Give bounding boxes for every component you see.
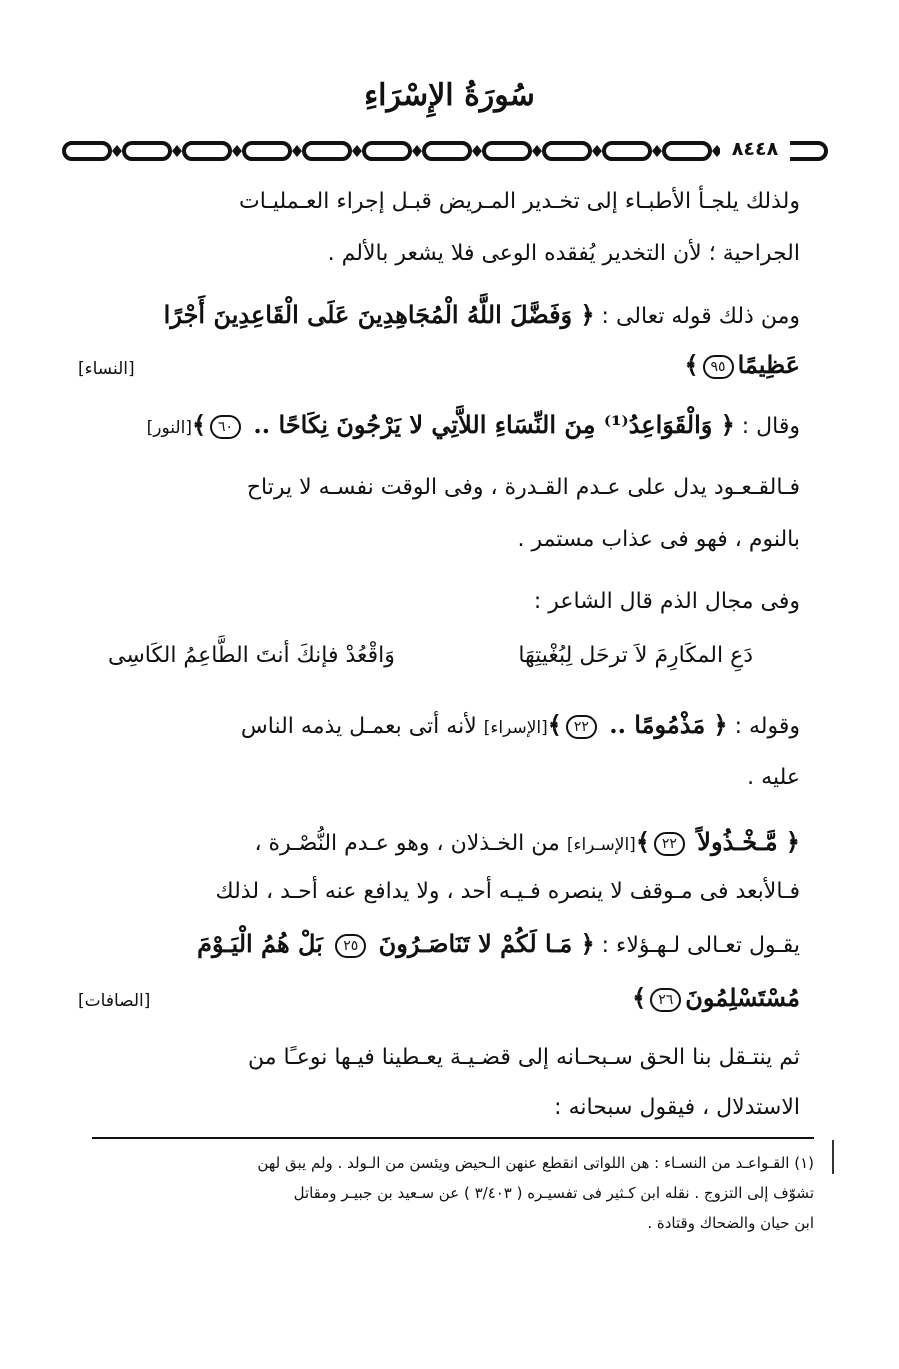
text-line-14 [78,924,800,964]
quran-bracket: ﴾ [191,410,207,439]
quran-text: ﴿ وَفَضَّلَ اللَّهُ الْمُجَاهِدِينَ عَلَى الْقَاعِدِينَ أَجْرًا [163,300,595,329]
surah-title: سُورَةُ الإِسْرَاءِ [364,78,535,113]
quran-bracket: ﴾ [635,827,650,856]
text-line-3 [78,295,800,335]
quran-text: مُسْتَسْلِمُونَ [685,983,800,1012]
margin-mark [832,1140,834,1174]
ornamental-border [60,138,830,164]
verse-hemistich-right: دَعِ المكَارِمَ لاَ ترحَل لِبُغْيتِهَا [518,643,753,668]
reference-text: [الصافات] [78,991,151,1011]
quran-bracket: ﴾ [684,350,699,379]
text-line-12 [78,822,800,862]
intro-text: وقوله : [727,714,800,739]
quran-text: ﴿ وَالْقَوَاعِدُ⁽¹⁾ مِنَ النِّسَاءِ اللاَّتِي لا يَرْجُونَ نِكَاحًا .. [245,410,735,439]
ayah-number: ٦٠ [210,415,241,439]
text-line-5 [78,405,800,445]
body-text: لأنه أتى بعمـل يذمه الناس [240,714,484,739]
quran-text: عَظِيمًا [737,350,800,379]
body-text: من الخـذلان ، وهو عـدم النُّصْـرة ، [254,831,567,856]
ayah-number: ٢٦ [650,988,681,1012]
quran-text: ﴿ مَّـخْـذُولاً [688,827,800,856]
surah-reference [78,980,208,1020]
ayah-number: ٩٥ [703,355,734,379]
text-line-8: وفى مجال الذم قال الشاعر : [533,589,800,614]
text-line-11: عليه . [747,765,800,790]
intro-text: ومن ذلك قوله تعالى : [594,304,800,329]
footnote-line-1: (١) القـواعـد من النسـاء : هن اللواتى انقطع عنهن الـحيض ويئسن من الـولد . ولم يبق لهن [257,1154,814,1172]
text-line-13: فـالأبعد فى مـوقف لا ينصره فـيـه أحد ، ولا يدافع عنه أحـد ، لذلك [215,879,800,904]
intro-text: يقـول تعـالى لـهـؤلاء : [594,933,800,958]
reference-text: [الإسـراء] [566,835,636,855]
quran-bracket: ﴾ [547,710,562,739]
ayah-number: ٢٢ [566,715,597,739]
text-line-6: فـالقـعـود يدل على عـدم القـدرة ، وفى الوقت نفسـه لا يرتاح [246,475,800,500]
text-line-7: بالنوم ، فهو فى عذاب مستمر . [517,527,800,552]
page-number: ٨٤٤٨ [720,134,790,164]
quran-bracket: ﴾ [632,983,647,1012]
text-line-16: ثم ينتـقل بنا الحق سـبحـانه إلى قضـيـة يعـطينا فيـها نوعـًا من [248,1045,800,1070]
text-line-10 [78,705,800,745]
quran-text: ﴿ مَذْمُومًا .. [600,710,728,739]
text-line-1: ولذلك يلجـأ الأطبـاء إلى تخـدير المـريض قبـل إجراء العـمليـات [239,189,800,214]
footnote-divider [92,1137,814,1139]
verse-hemistich-left: وَاقْعُدْ فإنكَ أنتَ الطَّاعِمُ الكَاسِى [108,643,395,668]
footnote-line-3: ابن حيان والضحاك وقتادة . [647,1214,814,1232]
text-line-2: الجراحية ؛ لأن التخدير يُفقده الوعى فلا يشعر بالألم . [327,241,800,266]
intro-text: وقال : [734,414,800,439]
text-line-17: الاستدلال ، فيقول سبحانه : [554,1095,800,1120]
surah-reference [78,348,198,388]
reference-text: [النور] [146,418,192,438]
reference-text: [النساء] [78,359,135,379]
reference-text: [الإسراء] [483,718,548,738]
ayah-number: ٢٢ [654,832,685,856]
quran-text: بَلْ هُمُ الْيَـوْمَ [197,929,332,958]
quran-text: ﴿ مَـا لَكُمْ لا تَنَاصَـرُونَ [370,929,595,958]
footnote-line-2: تشوّف إلى التزوج . نقله ابن كـثير فى تفسيـره ( ٣/٤٠٣ ) عن سـعيد بن جبيـر ومقاتل [293,1184,814,1202]
ayah-number: ٢٥ [335,934,366,958]
